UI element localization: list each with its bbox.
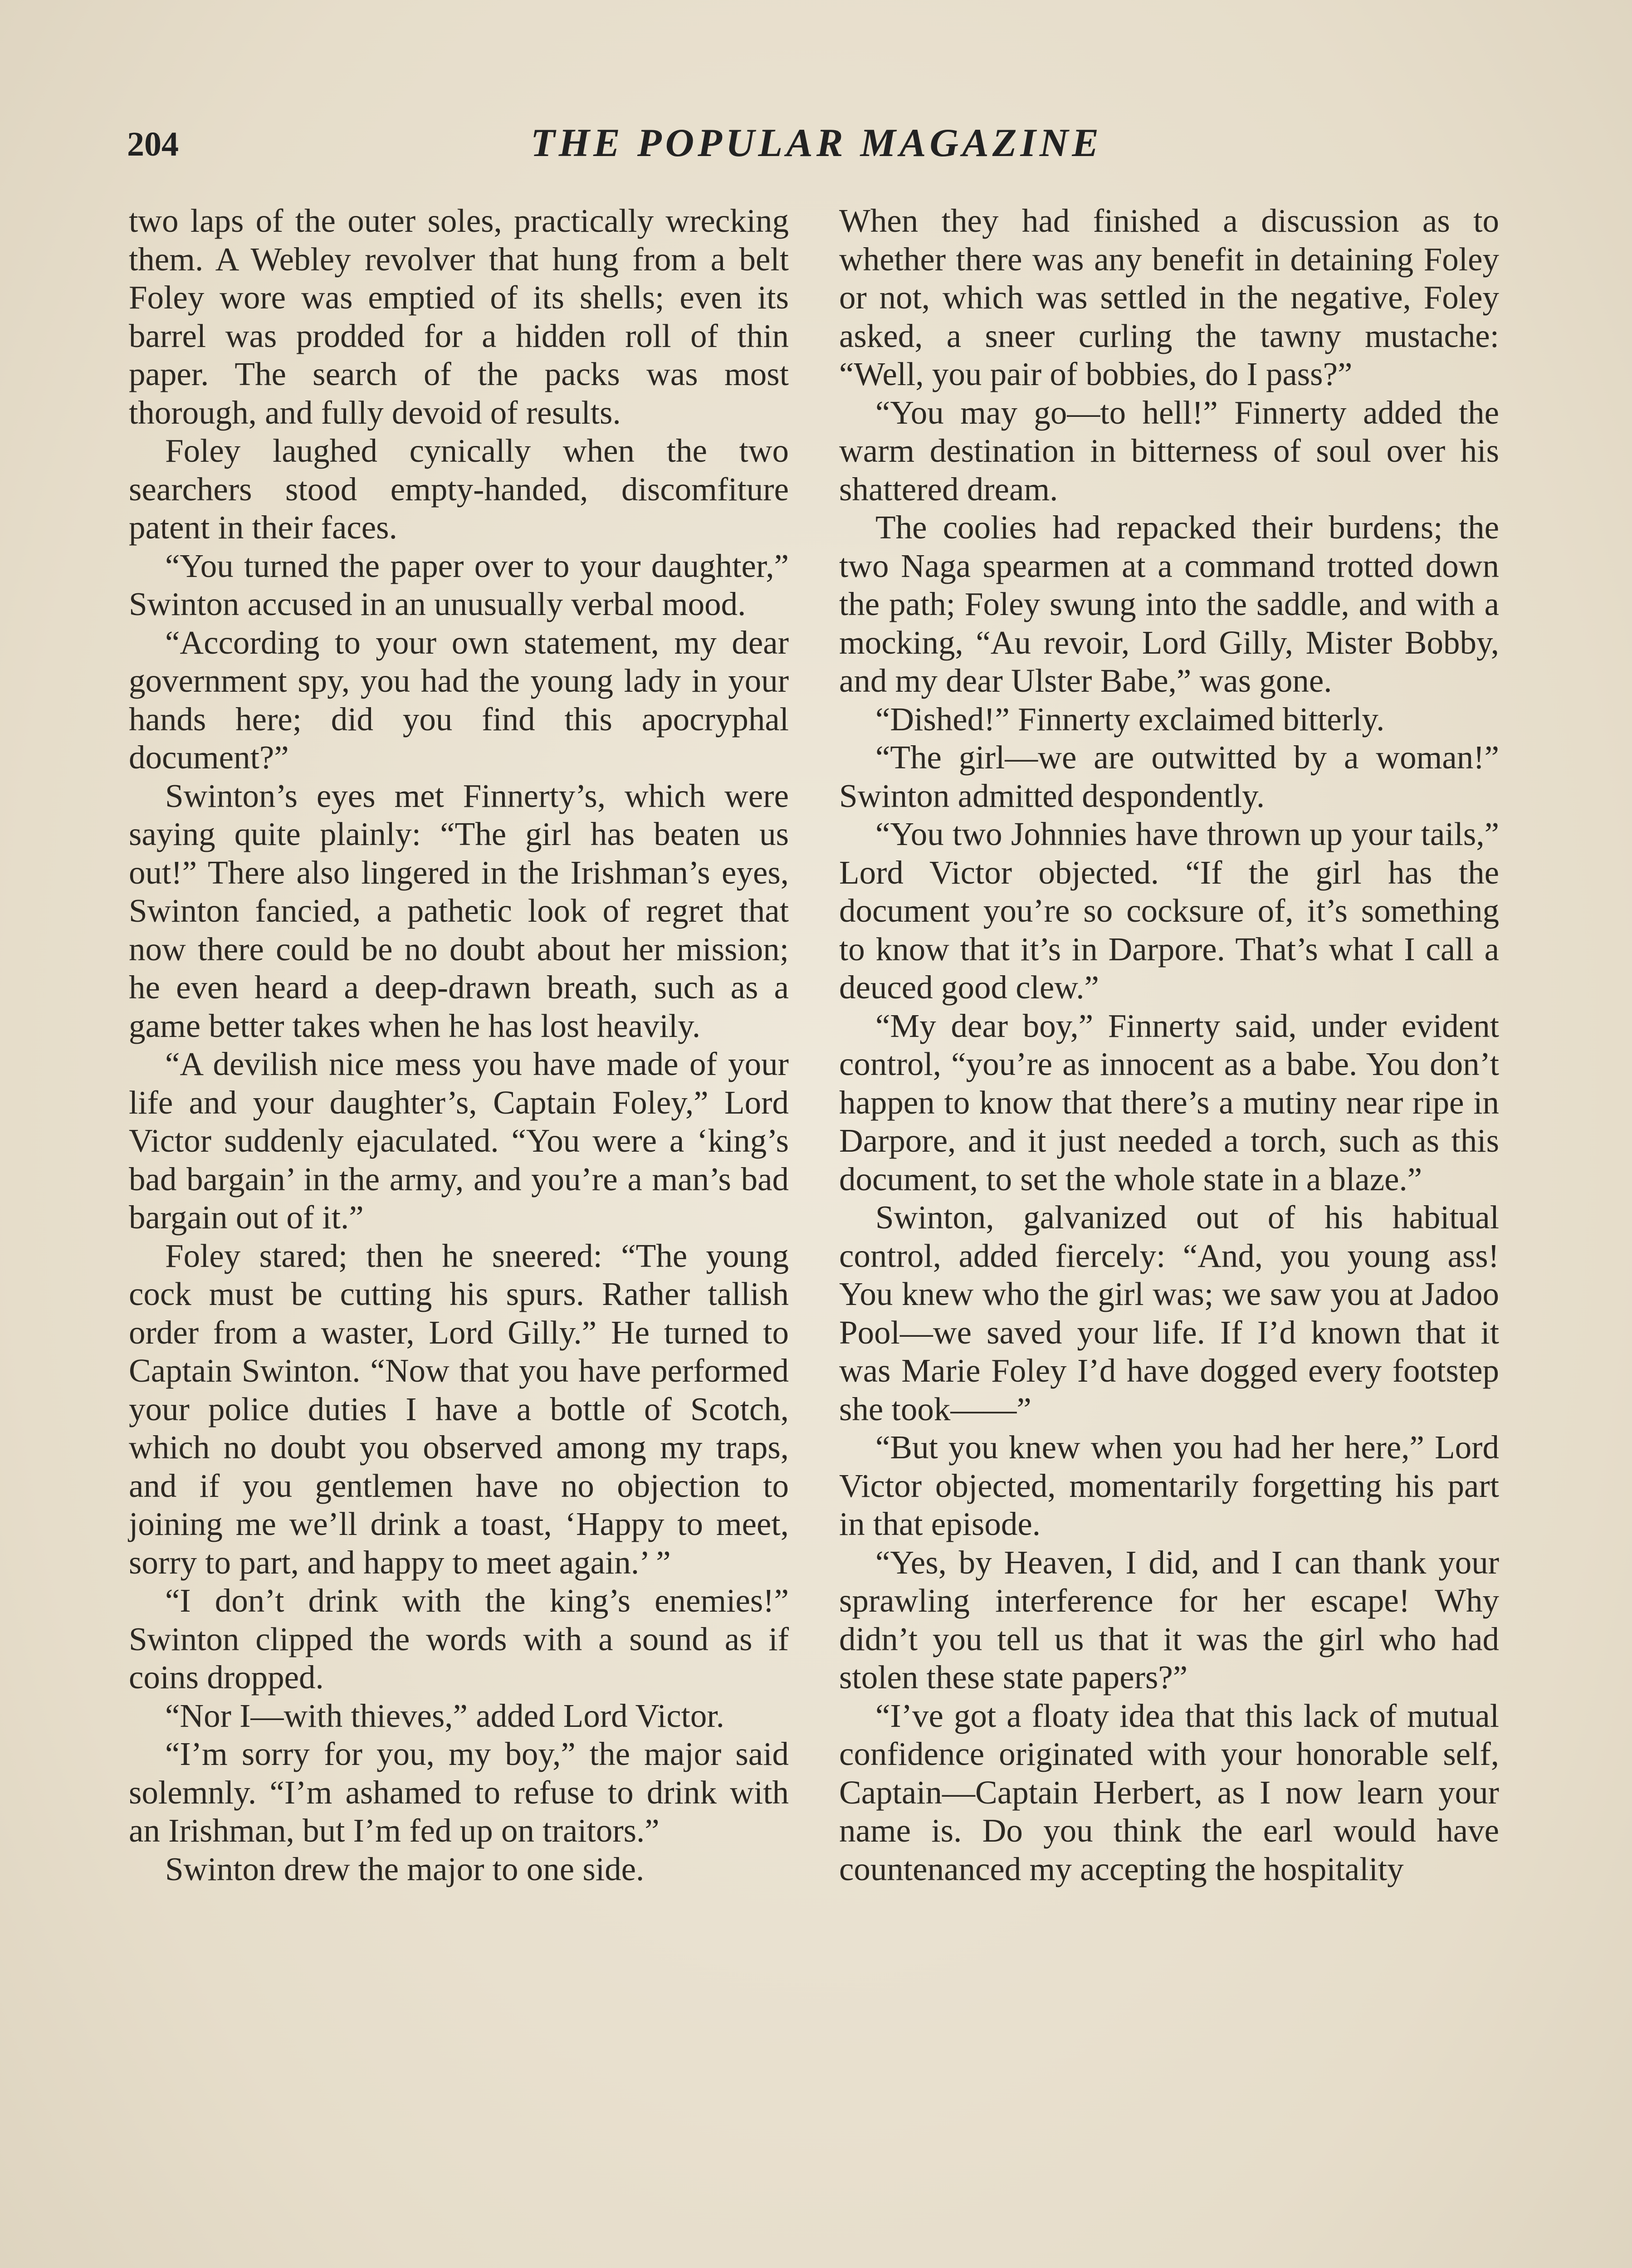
paragraph: “Nor I—with thieves,” added Lord Victor. [165, 1697, 724, 1734]
paragraph: “You two Johnnies have thrown up your tails,” Lord Victor objected. “If the girl has the document you’re so cocksure of, it’s something to know that it’s in Darpore. That’s what I call a deuced good clew.” [839, 816, 1499, 1006]
running-head: THE POPULAR MAGAZINE [530, 121, 1103, 165]
paragraph: “The girl—we are outwitted by a woman!” Swinton admitted despondently. [839, 739, 1499, 814]
page-header [127, 120, 1506, 170]
paragraph: “Dished!” Finnerty exclaimed bitterly. [875, 700, 1385, 738]
paragraph: “You turned the paper over to your daughter,” Swinton accused in an unusually verbal mood. [129, 547, 789, 622]
paragraph: “Yes, by Heaven, I did, and I can thank your sprawling interference for her escape! Why didn’t you tell us that it was the girl who had stolen these state papers?” [839, 1544, 1499, 1696]
paragraph: When they had finished a discussion as to whether there was any benefit in detaining Foley or not, which was settled in the negative, Foley asked, a sneer curling the tawny mustache: “Well, you pair of bobbies, do I pass?” [839, 202, 1499, 392]
paragraph: “According to your own statement, my dear government spy, you had the young lady in your hands here; did you find this apocryphal document?” [129, 624, 789, 776]
paragraph: Swinton, galvanized out of his habitual control, added fiercely: “And, you young ass! You knew who the girl was; we saw you at Jadoo Pool—we saved your life. If I’d known that it was Marie Foley I’d have dogged every footstep she took——” [839, 1199, 1499, 1427]
paragraph: The coolies had repacked their burdens; the two Naga spearmen at a command trotted down the path; Foley swung into the saddle, and with a mocking, “Au revoir, Lord Gilly, Mister Bobby, and my dear Ulster Babe,” was gone. [839, 509, 1499, 699]
paragraph: “But you knew when you had her here,” Lord Victor objected, momentarily forgetting his part in that episode. [839, 1429, 1499, 1542]
paragraph: “I’ve got a floaty idea that this lack of mutual confidence originated with your honorable self, Captain—Captain Herbert, as I now learn your name is. Do you think the earl would have countenanced my accepting the hospitality [839, 1697, 1499, 1887]
paragraph: Swinton’s eyes met Finnerty’s, which were saying quite plainly: “The girl has beaten us out!” There also lingered in the Irishman’s eyes, Swinton fancied, a pathetic look of regret that now there could be no doubt about her mission; he even heard a deep-drawn breath, such as a game better takes when he has lost heavily. [129, 777, 789, 1044]
left-text-column [129, 202, 789, 1888]
paragraph: Foley stared; then he sneered: “The young cock must be cutting his spurs. Rather tallish order from a waster, Lord Gilly.” He turned to Captain Swinton. “Now that you have performed your police duties I have a bottle of Scotch, which no doubt you observed among my traps, and if you gentlemen have no objection to joining me we’ll drink a toast, ‘Happy to meet, sorry to part, and happy to meet again.’ ” [129, 1237, 789, 1581]
paragraph: “My dear boy,” Finnerty said, under evident control, “you’re as innocent as a babe. You don’t happen to know that there’s a mutiny near ripe in Darpore, and it just needed a torch, such as this document, to set the whole state in a blaze.” [839, 1007, 1499, 1198]
page-number: 204 [127, 125, 179, 163]
paragraph: Foley laughed cynically when the two searchers stood empty-handed, discomfiture patent in their faces. [129, 432, 789, 546]
paragraph: “You may go—to hell!” Finnerty added the warm destination in bitterness of soul over his shattered dream. [839, 394, 1499, 508]
paragraph: “A devilish nice mess you have made of your life and your daughter’s, Captain Foley,” Lord Victor suddenly ejaculated. “You were a ‘king’s bad bargain’ in the army, and you’re a man’s bad bargain out of it.” [129, 1046, 789, 1236]
paragraph: “I don’t drink with the king’s enemies!” Swinton clipped the words with a sound as if coins dropped. [129, 1582, 789, 1696]
paragraph: Swinton drew the major to one side. [165, 1850, 645, 1887]
paragraph: two laps of the outer soles, practically wrecking them. A Webley revolver that hung from a belt Foley wore was emptied of its shells; even its barrel was prodded for a hidden roll of thin paper. The search of the packs was most thorough, and fully devoid of results. [129, 202, 789, 431]
paragraph: “I’m sorry for you, my boy,” the major said solemnly. “I’m ashamed to refuse to drink with an Irishman, but I’m fed up on traitors.” [129, 1735, 789, 1849]
right-text-column [839, 202, 1499, 1888]
